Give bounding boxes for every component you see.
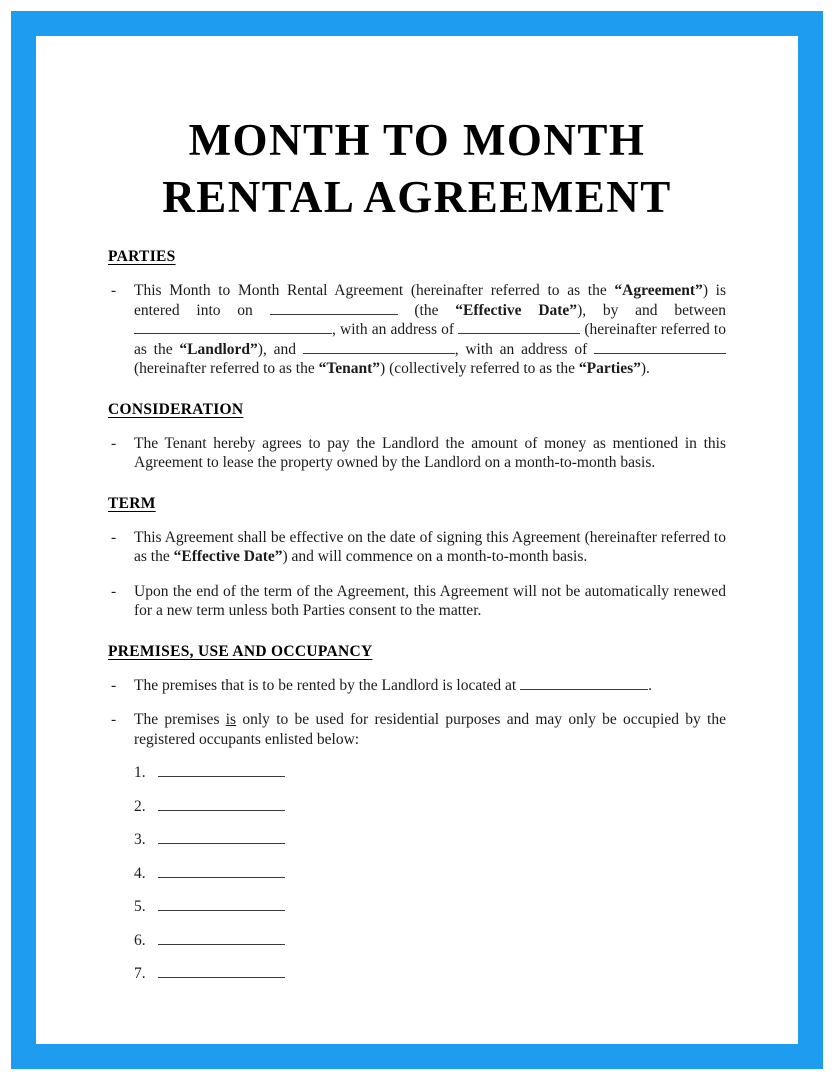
document-title-line1: MONTH TO MONTH — [188, 115, 646, 165]
section-term — [108, 494, 726, 621]
clause-text: The premises that is to be rented by the Landlord is located at . — [134, 676, 652, 694]
bullet-dash: - — [111, 528, 117, 546]
occupant-blank-line — [158, 897, 285, 917]
blank-field — [520, 676, 648, 689]
occupant-number: 2. — [134, 797, 146, 815]
blank-field — [270, 301, 398, 314]
section-heading-premises: PREMISES, USE AND OCCUPANCY — [108, 642, 373, 660]
bullet-dash: - — [111, 582, 117, 600]
document-title — [108, 112, 726, 226]
bullet-dash: - — [111, 434, 117, 452]
document-page — [108, 0, 726, 984]
occupant-row — [108, 763, 726, 783]
section-heading-parties: PARTIES — [108, 248, 176, 265]
blank-field — [158, 831, 285, 844]
occupant-row — [108, 897, 726, 917]
clause — [108, 676, 726, 696]
bullet-dash: - — [111, 282, 117, 299]
occupant-number: 1. — [134, 764, 146, 781]
clause-text: Upon the end of the term of the Agreement, this Agreement will not be automatically renewed for a new term unless both Parties consent to the matter. — [134, 582, 726, 619]
occupant-blank-line — [158, 830, 285, 850]
blank-field — [158, 931, 285, 944]
blank-field — [594, 340, 726, 353]
occupant-row — [108, 830, 726, 850]
occupant-number: 4. — [134, 864, 146, 882]
bullet-dash: - — [111, 676, 117, 694]
occupant-number: 3. — [134, 831, 146, 848]
clause — [108, 710, 726, 749]
blank-field — [158, 965, 285, 978]
occupant-blank-line — [158, 964, 285, 984]
occupant-blank-line — [158, 931, 285, 951]
occupant-blank-line — [158, 797, 285, 817]
clause-text: This Month to Month Rental Agreement (hereinafter referred to as the “Agreement”) is entered into on (the “Effective Date”), by and between , with an address of (hereinafter referred to as the “Landlord”), and , with an address of (hereinafter referred to as the “Tenant”) (collectively referred to as the “Parties”). — [134, 282, 726, 377]
occupant-list — [108, 763, 726, 984]
clause — [108, 528, 726, 567]
occupant-number: 6. — [134, 931, 146, 949]
occupant-number: 7. — [134, 965, 146, 982]
section-premises — [108, 642, 726, 984]
section-heading-consideration: CONSIDERATION — [108, 400, 244, 418]
occupant-blank-line — [158, 864, 285, 884]
bullet-dash: - — [111, 711, 117, 728]
occupant-number: 5. — [134, 898, 146, 915]
occupant-row — [108, 864, 726, 884]
blank-field — [458, 321, 580, 334]
section-heading-term: TERM — [108, 494, 156, 512]
occupant-row — [108, 931, 726, 951]
blank-field — [158, 797, 285, 810]
document-title-line2: RENTAL AGREEMENT — [162, 172, 672, 222]
blank-field — [303, 340, 455, 353]
clause — [108, 281, 726, 379]
section-parties — [108, 247, 726, 379]
clause — [108, 582, 726, 621]
clause-text: The Tenant hereby agrees to pay the Landlord the amount of money as mentioned in this Agreement to lease the property owned by the Landlord on a month-to-month basis. — [134, 434, 726, 471]
occupant-row — [108, 797, 726, 817]
blank-field — [158, 864, 285, 877]
clause-text: The premises is only to be used for residential purposes and may only be occupied by the registered occupants enlisted below: — [134, 711, 726, 748]
clause — [108, 434, 726, 473]
occupant-row — [108, 964, 726, 984]
blank-field — [158, 764, 285, 777]
occupant-blank-line — [158, 763, 285, 783]
section-consideration — [108, 400, 726, 473]
blank-field — [134, 321, 332, 334]
clause-text: This Agreement shall be effective on the date of signing this Agreement (hereinafter referred to as the “Effective Date”) and will commence on a month-to-month basis. — [134, 528, 726, 565]
blank-field — [158, 898, 285, 911]
